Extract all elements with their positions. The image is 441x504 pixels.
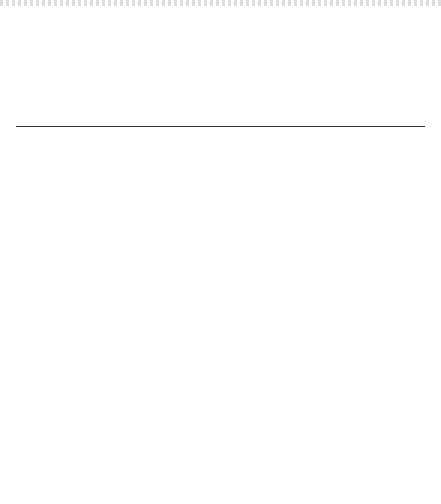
continuation-line — [16, 478, 425, 492]
byline-divider — [16, 126, 425, 127]
headline — [0, 10, 441, 92]
headline-line-2 — [0, 54, 441, 92]
headline-line-1 — [0, 10, 441, 48]
cropped-previous-text — [0, 0, 441, 6]
article-body — [16, 134, 425, 476]
